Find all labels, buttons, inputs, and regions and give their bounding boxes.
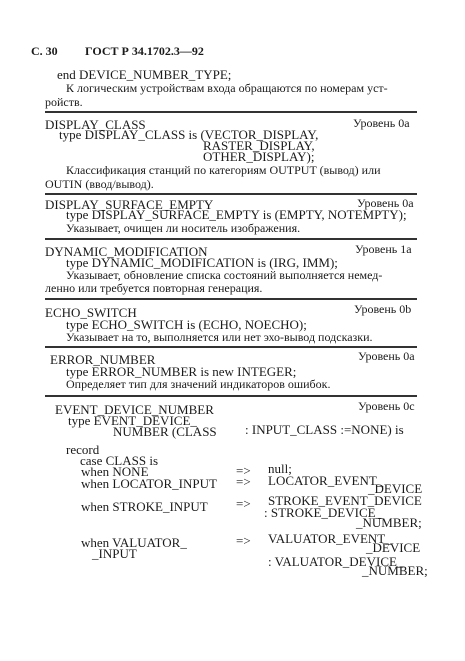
entry-description: Указывает, обновление списка состояний выполняется немед- (66, 268, 383, 282)
entry-title: EVENT_DEVICE_NUMBER (55, 402, 214, 417)
type-declaration: type ERROR_NUMBER is new INTEGER; (66, 364, 297, 379)
section-divider (45, 111, 417, 113)
entry-description: Указывает на то, выполняется или нет эхо-вывод подсказки. (66, 330, 373, 344)
variant-component: STROKE_EVENT_DEVICE (268, 493, 422, 508)
level-badge: Уровень 0а (357, 196, 414, 210)
variant-component: _NUMBER; (356, 515, 422, 530)
standard-number: ГОСТ Р 34.1702.3—92 (85, 44, 204, 58)
arrow-operator: => (236, 533, 251, 548)
when-clause: when LOCATOR_INPUT (81, 476, 217, 491)
type-declaration: type DISPLAY_CLASS is (VECTOR_DISPLAY, (59, 127, 319, 142)
when-clause-continuation: _INPUT (92, 546, 137, 561)
variant-component: _DEVICE (368, 481, 423, 496)
type-declaration-continuation: OTHER_DISPLAY); (203, 149, 315, 164)
entry-description: OUTIN (ввод/вывод). (45, 177, 154, 191)
record-keyword: record (66, 442, 100, 457)
variant-component: VALUATOR_EVENT_ (268, 531, 392, 546)
section-divider (45, 346, 417, 348)
arrow-operator: => (236, 463, 251, 478)
level-badge: Уровень 0с (358, 399, 415, 413)
variant-component: null; (268, 461, 292, 476)
entry-title: DISPLAY_CLASS (45, 117, 146, 132)
section-divider (45, 193, 417, 195)
entry-description: ленно или требуется повторная генерация. (45, 281, 263, 295)
type-declaration-continuation: RASTER_DISPLAY, (203, 138, 315, 153)
variant-component: _DEVICE (366, 540, 421, 555)
case-statement: case CLASS is (80, 453, 158, 468)
type-declaration: type DYNAMIC_MODIFICATION is (IRG, IMM); (66, 255, 338, 270)
entry-title: ECHO_SWITCH (45, 305, 137, 320)
entry-title: ERROR_NUMBER (50, 352, 156, 367)
entry-title: DISPLAY_SURFACE_EMPTY (45, 197, 214, 212)
arrow-operator: => (236, 474, 251, 489)
intro-desc-line-2: ройств. (45, 95, 83, 109)
when-clause: when NONE (81, 464, 149, 479)
entry-title: DYNAMIC_MODIFICATION (45, 244, 208, 259)
intro-desc-line-1: К логическим устройствам входа обращаются по номерам уст- (66, 81, 388, 95)
page-number: С. 30 (31, 44, 58, 58)
variant-component: _NUMBER; (362, 563, 428, 578)
entry-description: Классификация станций по категориям OUTPUT (вывод) или (66, 163, 381, 177)
variant-component: : STROKE_DEVICE_ (264, 505, 383, 520)
type-declaration: type ECHO_SWITCH is (ECHO, NOECHO); (66, 317, 307, 332)
type-declaration-continuation: NUMBER (CLASS (113, 424, 217, 439)
end-statement: end DEVICE_NUMBER_TYPE; (57, 67, 232, 82)
level-badge: Уровень 0а (353, 116, 410, 130)
section-divider (45, 395, 417, 397)
entry-description: Определяет тип для значений индикаторов ошибок. (66, 377, 331, 391)
type-declaration-continuation: : INPUT_CLASS :=NONE) is (245, 422, 404, 437)
level-badge: Уровень 0а (358, 349, 415, 363)
variant-component: : VALUATOR_DEVICE_ (268, 554, 404, 569)
entry-description: Указывает, очищен ли носитель изображения. (66, 221, 301, 235)
level-badge: Уровень 1а (355, 242, 412, 256)
when-clause: when VALUATOR_ (81, 535, 187, 550)
type-declaration: type DISPLAY_SURFACE_EMPTY is (EMPTY, NOTEMPTY); (66, 207, 407, 222)
section-divider (45, 238, 417, 240)
level-badge: Уровень 0b (354, 302, 412, 316)
section-divider (45, 298, 417, 300)
variant-component: LOCATOR_EVENT_ (268, 473, 384, 488)
arrow-operator: => (236, 496, 251, 511)
when-clause: when STROKE_INPUT (81, 499, 208, 514)
type-declaration: type EVENT_DEVICE_ (68, 413, 197, 428)
